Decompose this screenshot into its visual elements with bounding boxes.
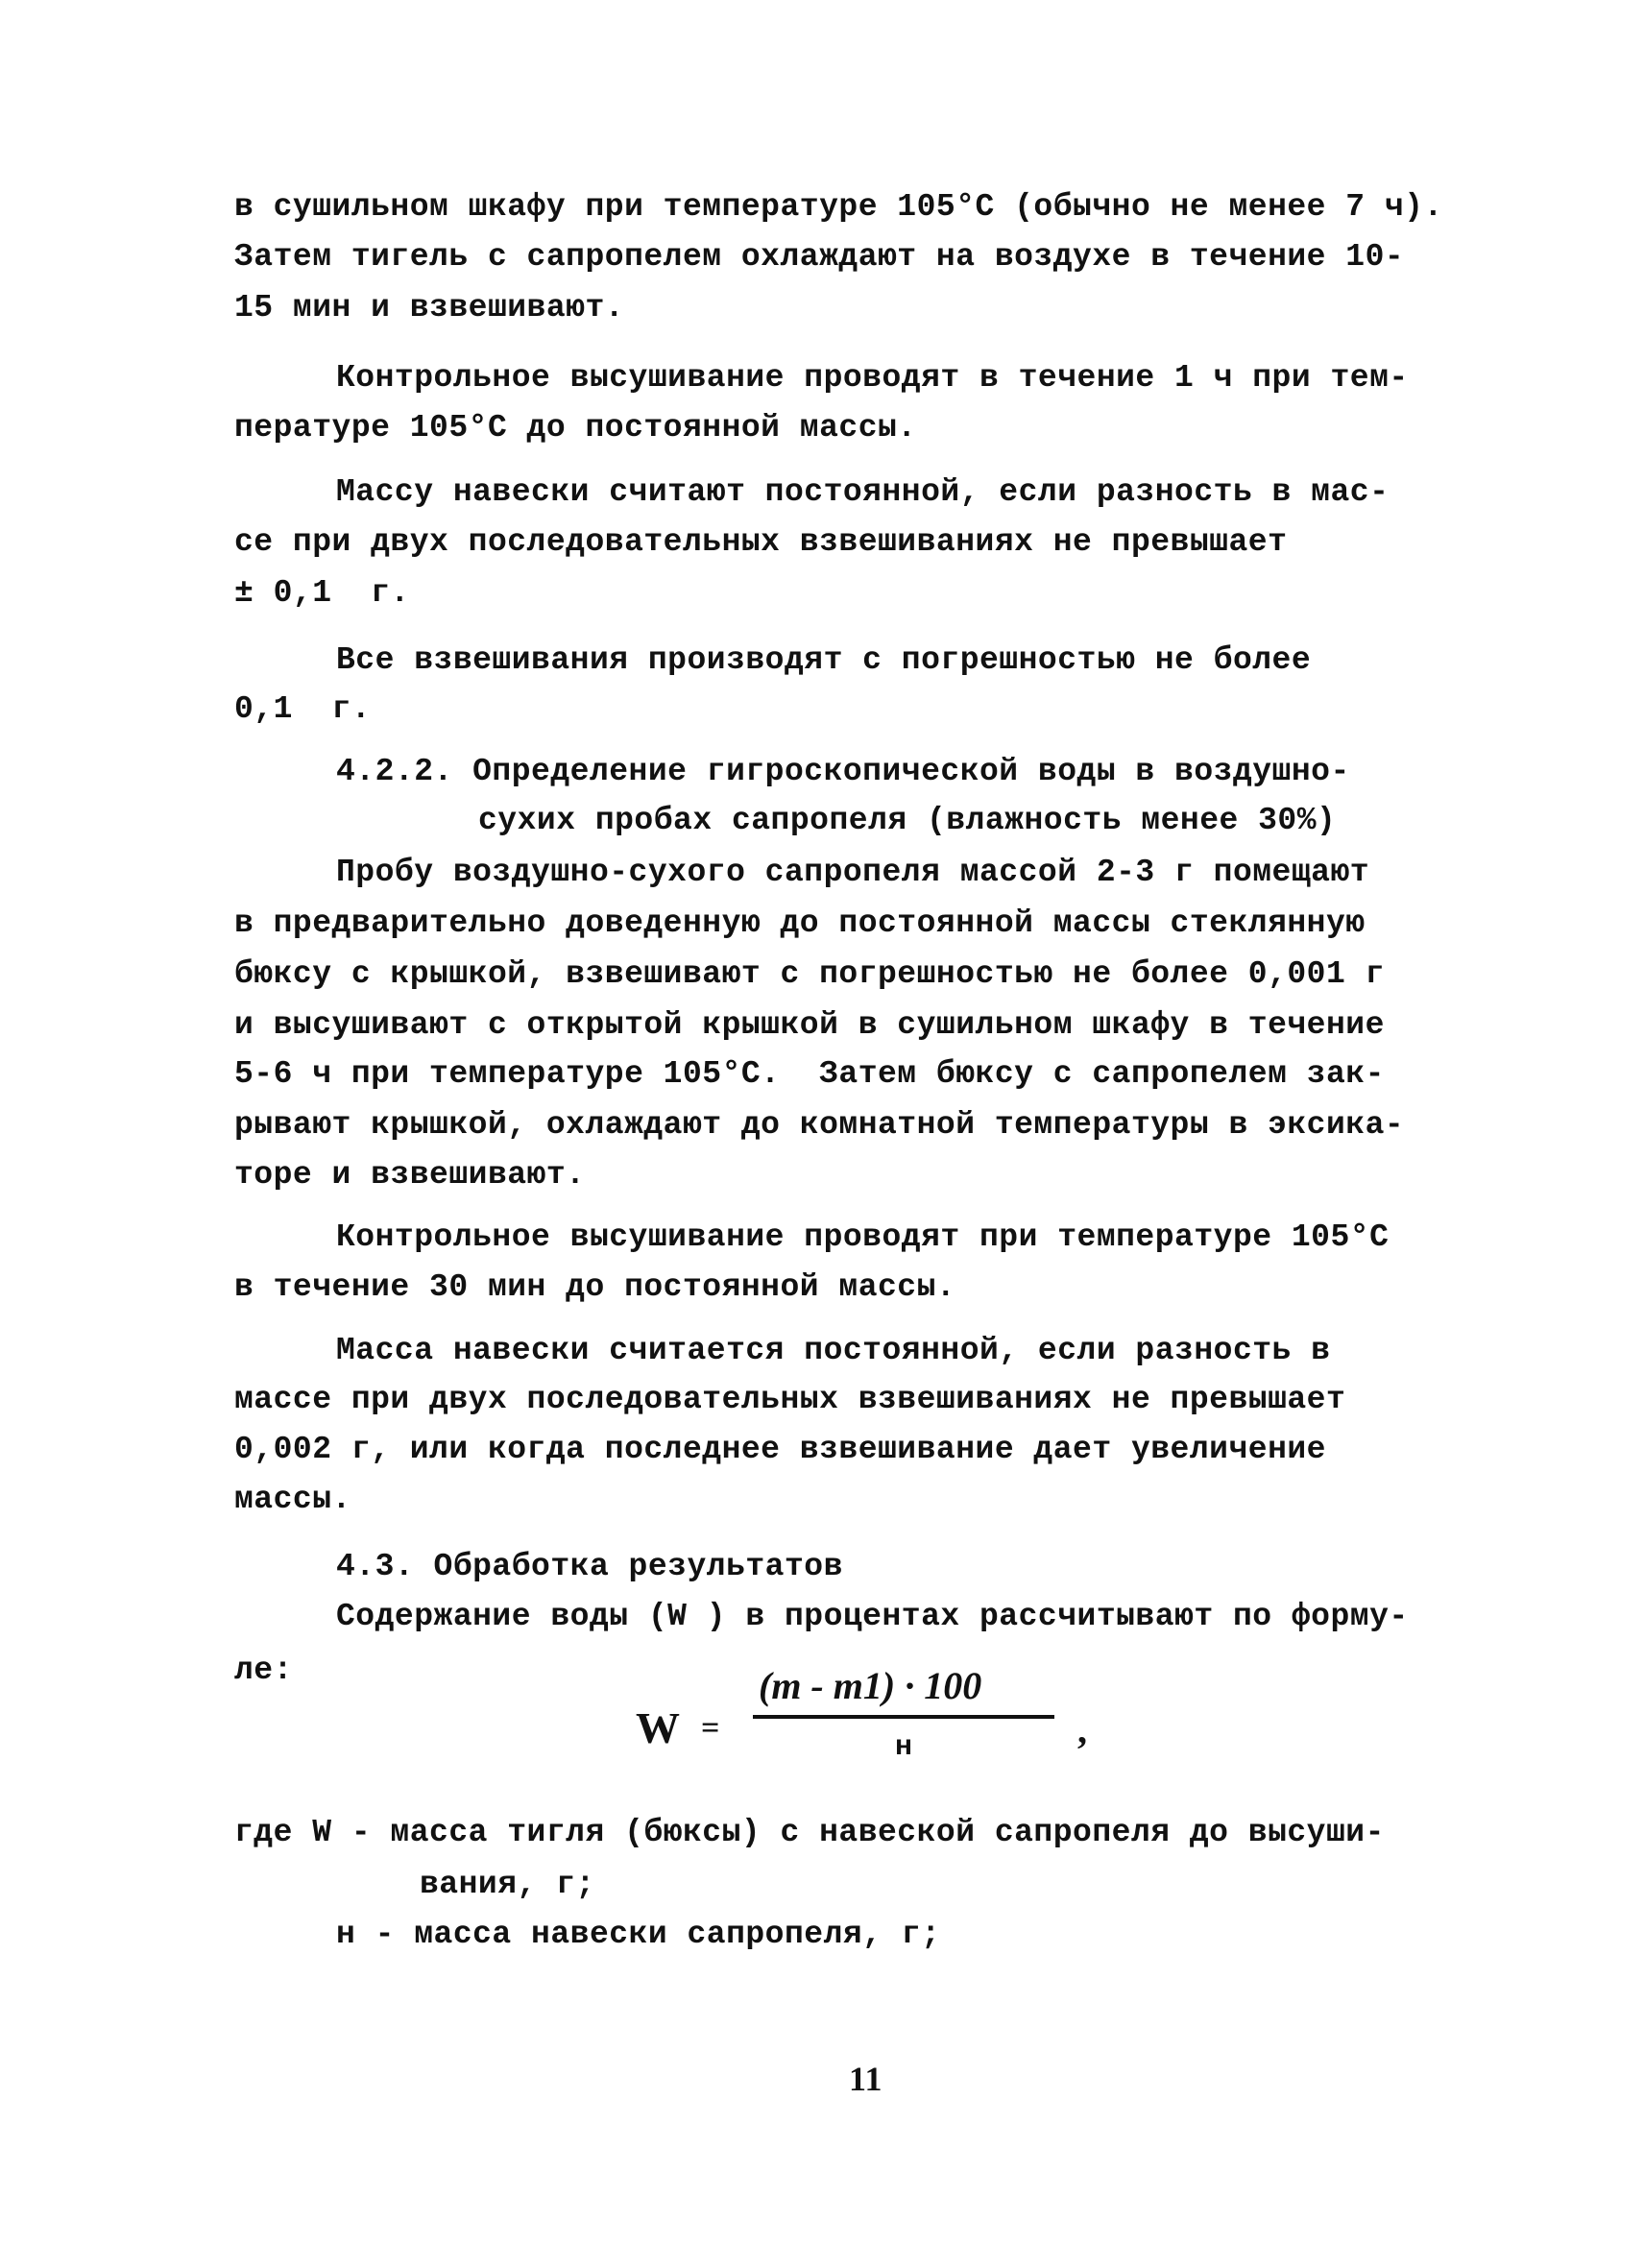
text-line: Контрольное высушивание проводят в течение 1 ч при тем- [336, 360, 1409, 396]
text-line: торе и взвешивают. [234, 1157, 586, 1193]
text-line: Содержание воды (W ) в процентах рассчитывают по форму- [336, 1599, 1409, 1634]
text-line: массе при двух последовательных взвешиваниях не превышает [234, 1382, 1346, 1417]
text-line: в предварительно доведенную до постоянной массы стеклянную [234, 905, 1366, 941]
text-line: Масса навески считается постоянной, если разность в [336, 1333, 1331, 1368]
text-line: массы. [234, 1482, 351, 1517]
text-line: 5-6 ч при температуре 105°С. Затем бюксу с сапропелем зак- [234, 1056, 1385, 1092]
text-line: ле: [234, 1653, 293, 1688]
fraction-bar [753, 1715, 1054, 1719]
formula-numerator: (m - m1) · 100 [759, 1664, 982, 1707]
text-line: Затем тигель с сапропелем охлаждают на воздухе в течение 10- [234, 239, 1405, 275]
text-line: 0,1 г. [234, 691, 372, 727]
formula-lhs: W [636, 1703, 680, 1752]
text-line: бюксу с крышкой, взвешивают с погрешностью не более 0,001 г [234, 956, 1385, 992]
text-line: Массу навески считают постоянной, если разность в мас- [336, 474, 1390, 510]
section-heading: сухих пробах сапропеля (влажность менее 30%) [478, 803, 1337, 838]
formula-equals: = [701, 1710, 720, 1746]
text-line: Все взвешивания производят с погрешностью не более [336, 642, 1312, 678]
section-heading: 4.2.2. Определение гигроскопической воды в воздушно- [336, 754, 1350, 789]
text-line: где W - масса тигля (бюксы) с навеской сапропеля до высуши- [234, 1815, 1385, 1850]
text-line: Контрольное высушивание проводят при температуре 105°С [336, 1219, 1390, 1255]
text-line: ± 0,1 г. [234, 575, 410, 611]
text-line: н - масса навески сапропеля, г; [336, 1917, 941, 1952]
text-line: в течение 30 мин до постоянной массы. [234, 1269, 956, 1305]
text-line: в сушильном шкафу при температуре 105°С (обычно не менее 7 ч). [234, 189, 1443, 225]
page-number: 11 [849, 2060, 883, 2098]
text-line: и высушивают с открытой крышкой в сушильном шкафу в течение [234, 1007, 1385, 1043]
text-line: пературе 105°С до постоянной массы. [234, 410, 917, 446]
text-line: се при двух последовательных взвешиваниях не превышает [234, 524, 1288, 560]
formula-denominator: н [895, 1731, 913, 1764]
text-line: Пробу воздушно-сухого сапропеля массой 2-3 г помещают [336, 855, 1370, 890]
text-line: рывают крышкой, охлаждают до комнатной температуры в эксика- [234, 1107, 1405, 1143]
text-line: 15 мин и взвешивают. [234, 290, 625, 326]
text-line: 0,002 г, или когда последнее взвешивание дает увеличение [234, 1432, 1326, 1467]
text-line: вания, г; [420, 1867, 595, 1902]
section-heading: 4.3. Обработка результатов [336, 1549, 843, 1584]
formula-trail: , [1077, 1708, 1087, 1751]
